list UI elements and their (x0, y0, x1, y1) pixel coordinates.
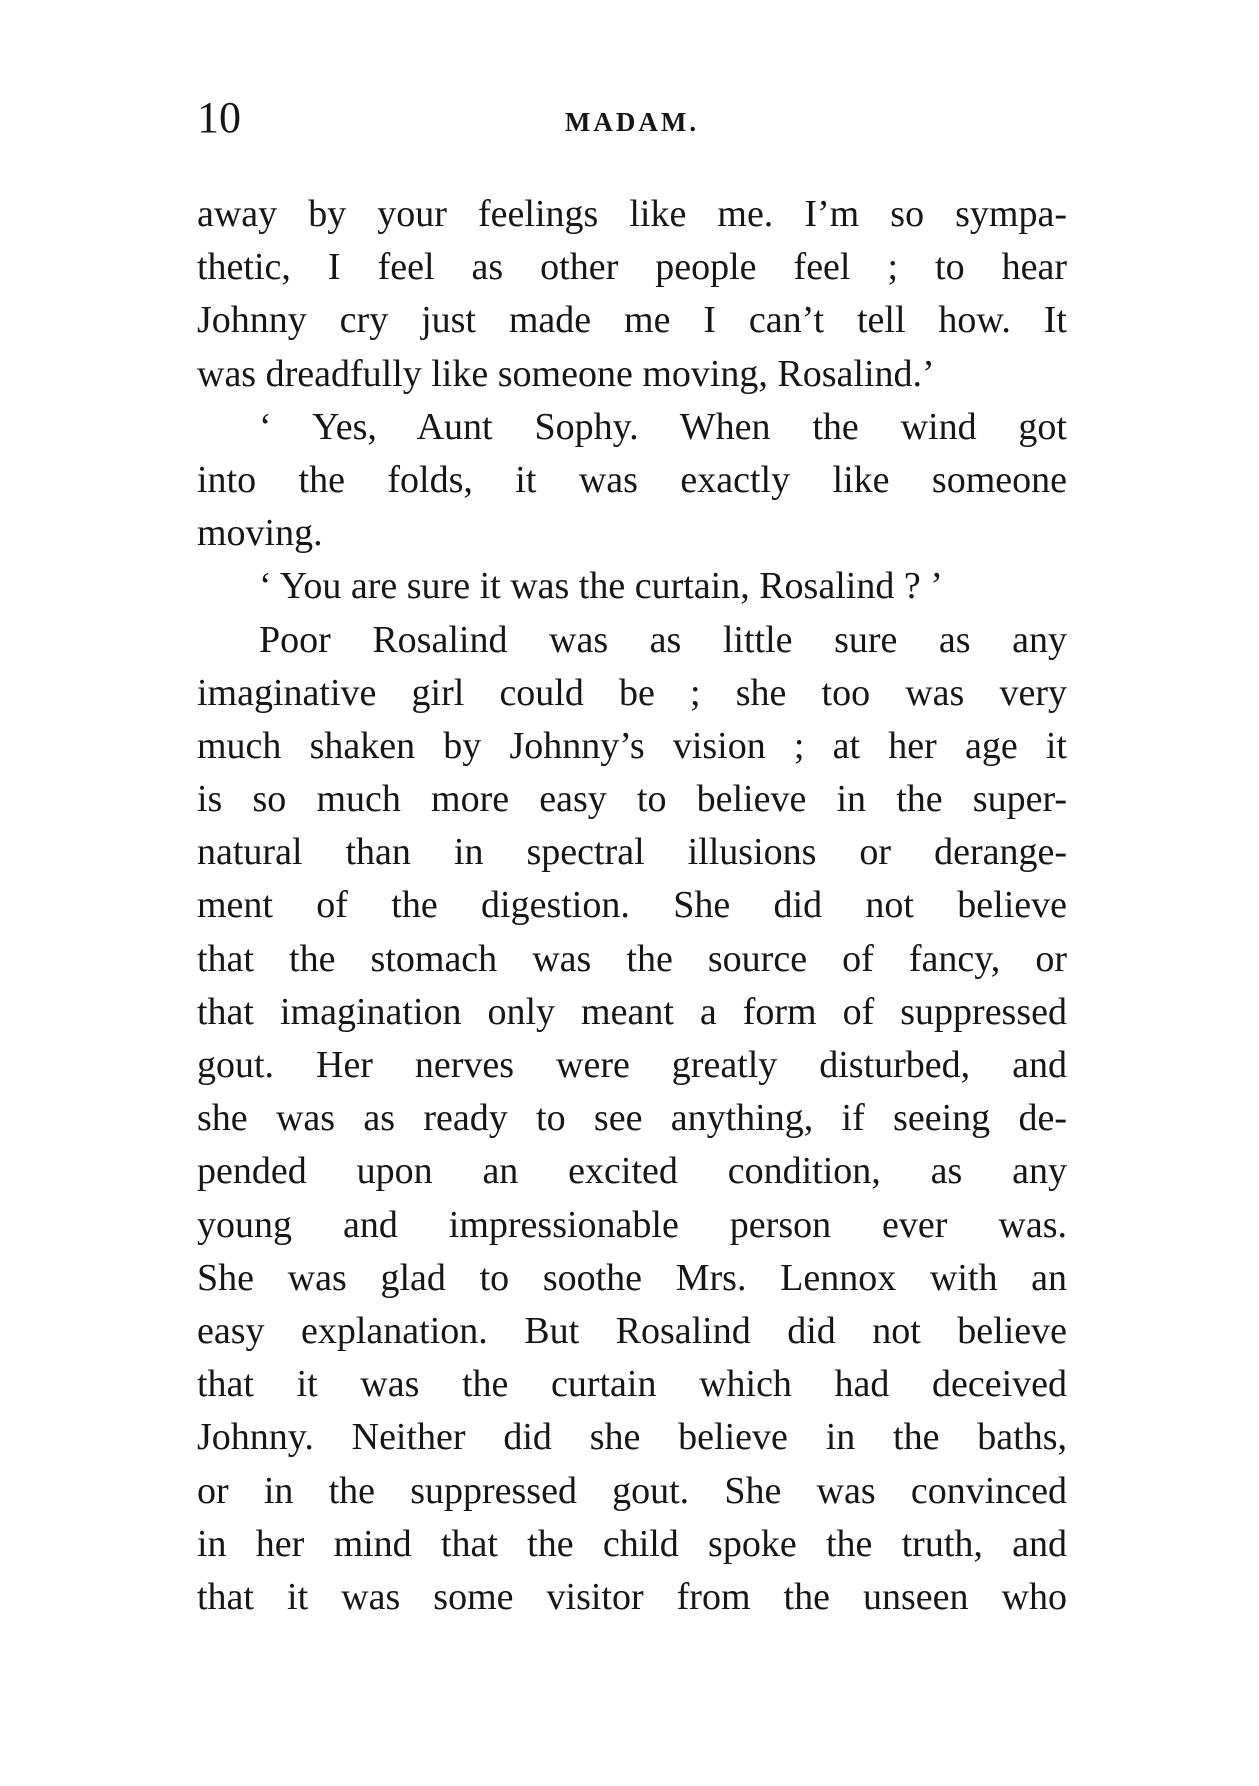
text-line: moving. (197, 512, 323, 555)
text-line: that the stomach was the source of fancy, or (197, 937, 1067, 980)
text-line: ‘ Yes, Aunt Sophy. When the wind got (259, 405, 1067, 448)
text-line: is so much more easy to believe in the super- (197, 778, 1067, 821)
text-line: ‘ You are sure it was the curtain, Rosalind ? ’ (259, 565, 943, 608)
text-line: thetic, I feel as other people feel ; to hear (197, 246, 1067, 289)
text-line: that it was the curtain which had deceived (197, 1363, 1067, 1406)
text-line: she was as ready to see anything, if seeing de- (197, 1097, 1067, 1140)
running-head: MADAM. (564, 107, 700, 137)
text-line: gout. Her nerves were greatly disturbed, and (197, 1044, 1067, 1086)
text-line: Poor Rosalind was as little sure as any (259, 618, 1067, 661)
text-line: or in the suppressed gout. She was convinced (197, 1469, 1067, 1512)
text-line: She was glad to soothe Mrs. Lennox with an (197, 1256, 1067, 1299)
body-text (197, 188, 1067, 1624)
text-line: natural than in spectral illusions or derange- (197, 831, 1067, 874)
text-line: much shaken by Johnny’s vision ; at her age it (197, 724, 1067, 767)
text-line: into the folds, it was exactly like someone (197, 458, 1067, 501)
text-line: young and impressionable person ever was. (197, 1203, 1067, 1246)
text-line: that it was some visitor from the unseen who (197, 1575, 1067, 1618)
text-line: pended upon an excited condition, as any (197, 1150, 1067, 1193)
text-line: ment of the digestion. She did not believe (197, 884, 1067, 927)
text-line: easy explanation. But Rosalind did not believe (197, 1309, 1067, 1352)
text-line: Johnny. Neither did she believe in the baths, (197, 1416, 1067, 1459)
page-number: 10 (197, 93, 241, 142)
text-line: was dreadfully like someone moving, Rosalind.’ (197, 352, 935, 395)
text-line: that imagination only meant a form of suppressed (197, 990, 1067, 1033)
text-line: away by your feelings like me. I’m so sympa- (197, 193, 1067, 235)
text-line: in her mind that the child spoke the truth, and (197, 1522, 1067, 1565)
text-line: imaginative girl could be ; she too was very (197, 671, 1067, 714)
page-header (197, 94, 1067, 154)
text-line: Johnny cry just made me I can’t tell how. It (197, 299, 1067, 342)
